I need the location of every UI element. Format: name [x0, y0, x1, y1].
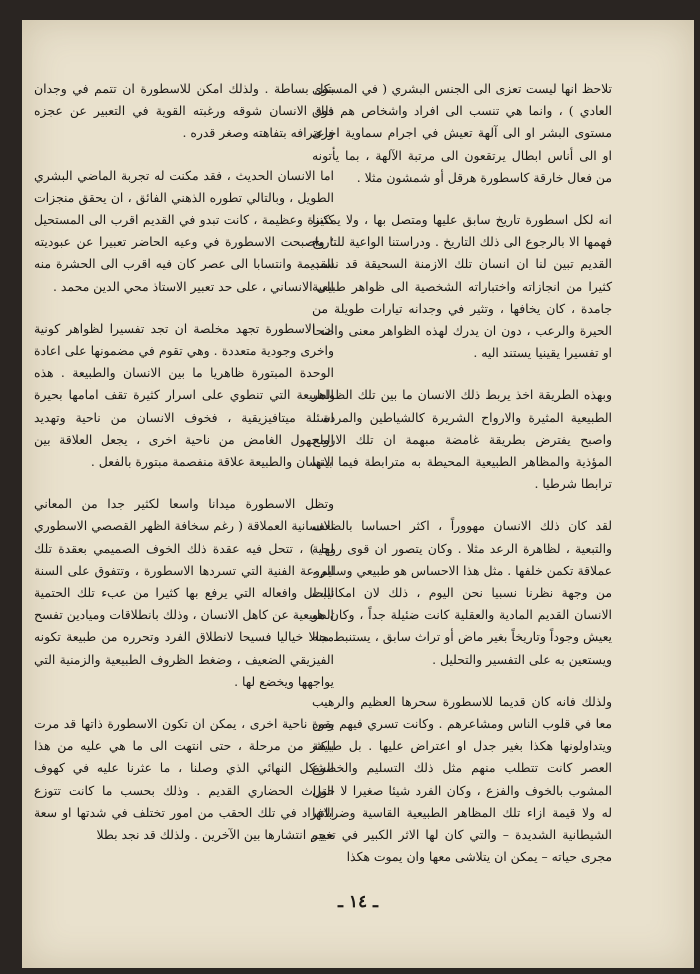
right-paragraph-1: تلاحظ انها ليست تعزى الى الجنس البشري ( في المستوى العادي ) ، وانما هي تنسب الى افراد واشخاص هم فوق مستوى البشر او الى آلهة تعيش في اجرام سماوية اخرى او الى أناس ابطال يرتقعون الى مرتبة الآلهة ، بما يأتونه من فعال خارقة كاسطورة هرقل أو شمشون مثلا .	[312, 81, 612, 185]
left-paragraph-4: وتظل الاسطورة ميدانا واسعا لكثير جدا من المعاني الانسانية العملاقة ( رغم سخافة الظهر القصصي الاسطوري لها ) ، تتحل فيه عقدة ذلك الخوف الصميمي بعقدة تلك الروعة الفنية التي تسردها الاسطورة ، وتتفوق على السنة البطل وافعاله التي يرفع بها كثيرا من عبء تلك الحتمية الطبيعية عن كاهل الانسان ، وذلك بانطلاقات وميادين تفسح مجالا خياليا فسيحا لانطلاق الفرد وتحرره من طبيعة تكونه الفيزيقي الضعيف ، وضغط الظروف الطبيعية والزمنية التي يواجهها ويخضع لها .	[34, 496, 334, 689]
left-paragraph-2: اما الانسان الحديث ، فقد مكنت له تجربة الماضي البشري الطويل ، وبالتالي تطوره الذهني الفائق ، ان يحقق منجزات كثيرة وعظيمة ، كانت تبدو في القديم اقرب الى المستحيل ؛ واصبحت الاسطورة في وعيه الحاضر تعبيرا عن عبوديته القديمة وانتسابا الى عصر كان فيه اقرب الى الحشرة منه الى الانساني ، على حد تعبير الاستاذ محي الدين محمد .	[34, 167, 334, 294]
page-number: ـ ١٤ ـ	[337, 892, 379, 912]
document-page	[22, 20, 694, 968]
left-paragraph-1: بكل بساطة . ولذلك امكن للاسطورة ان تتمم في وجدان ذلك الانسان شوقه ورغبته القوية في التعبير عن عجزه واعترافه بتفاهته وصغر قدره .	[34, 81, 334, 141]
left-column	[34, 78, 334, 846]
left-paragraph-5: ومن ناحية اخرى ، يمكن ان تكون الاسطورة ذاتها قد مرت باكثر من مرحلة ، حتى انتهت الى ما هي عليه من هذا الشكل النهائي الذي وصلنا ، ما عثرنا عليه في كهوف التراث الحضاري القديم . وذلك بحسب ما كانت تتوزع الافراد في تلك الحقب من امور تختلف في شدتها او سعة حجم انتشارها بين الآخرين . ولذلك قد نجد بطلا	[34, 716, 334, 843]
right-paragraph-5: ولذلك فانه كان قديما للاسطورة سحرها العظيم والرهيب معا في قلوب الناس ومشاعرهم . وكانت تسري فيهم بقوة ويتداولونها هكذا بغير جدل او اعتراض عليها . بل طبيعة العصر كانت تتطلب منهم مثل ذلك التسليم والخضوع المشوب بالخوف والفزع ، وكان الفرد شيئا صغيرا لا حول له ولا قيمة ازاء تلك المظاهر الطبيعية القاسية وضرباتها الشيطانية الشديدة – والتي كان لها الاثر الكبير في تغيير مجرى حياته – يمكن ان يتلاشى معها وان يموت هكذا	[312, 693, 612, 865]
right-paragraph-2: انه لكل اسطورة تاريخ سابق عليها ومتصل بها ، ولا يمكننا فهمها الا بالرجوع الى ذلك التاريخ . ودراستنا الواعية للتاريخ القديم تبين لنا ان انسان تلك الازمنة السحيقة قد نسب كثيرا من انجازاته واختباراته الشخصية الى ظواهر طبيعية جامدة ، كان يخافها ، وتثير في وجدانه تيارات طويلة من الحيرة والرعب ، دون ان يدرك لهذه الظواهر معنى واضحا او تفسيرا يقينيا يستند اليه .	[312, 212, 612, 361]
right-paragraph-3: وبهذه الطريقة اخذ يربط ذلك الانسان ما بين تلك الظواهر الطبيعية المثيرة والارواح الشريرة كالشياطين والمردة . واصبح يفترض بطريقة غامضة مبهمة ان تلك الارواح المؤذية والمظاهر الطبيعية المحيطة به مترابطة فيما بينها ترابطا شرطيا .	[312, 387, 612, 492]
left-paragraph-3: ان الاسطورة تجهد مخلصة ان تجد تفسيرا لظواهر كونية واخرى وجودية متعددة . وهي تقوم في مضمونها على اعادة الوحدة المبتورة ظاهريا ما بين الانسان والطبيعة . هذه الطبيعة التي تنطوي على اسرار كثيرة تقف امامها بحيرة اسئلة ميتافيزيقية ، فخوف الانسان من ناحية وتهديد المجهول الغامض من ناحية اخرى ، يجعل العلاقة بين الانسان والطبيعة علاقة منفصمة مبتورة بالفعل .	[34, 320, 334, 470]
right-paragraph-4: لقد كان ذلك الانسان مهووراً ، اكثر احساسا بالضعف والتبعية ، لظاهرة الرعد مثلا . وكان يتصور ان قوى روحية عملاقة تكمن خلفها . مثل هذا الاحساس هو طبيعي وسليم ، من وجهة نظرنا نسبيا نحن اليوم ، ذلك لان امكانيات الانسان القديم المادية والعقلية كانت ضئيلة جداً ، وكان هو يعيش وجوداً وتاريخاً بغير ماض أو تراث سابق ، يستنبط منه ويستعين به على التفسير والتحليل .	[312, 518, 612, 667]
right-column	[312, 78, 612, 869]
